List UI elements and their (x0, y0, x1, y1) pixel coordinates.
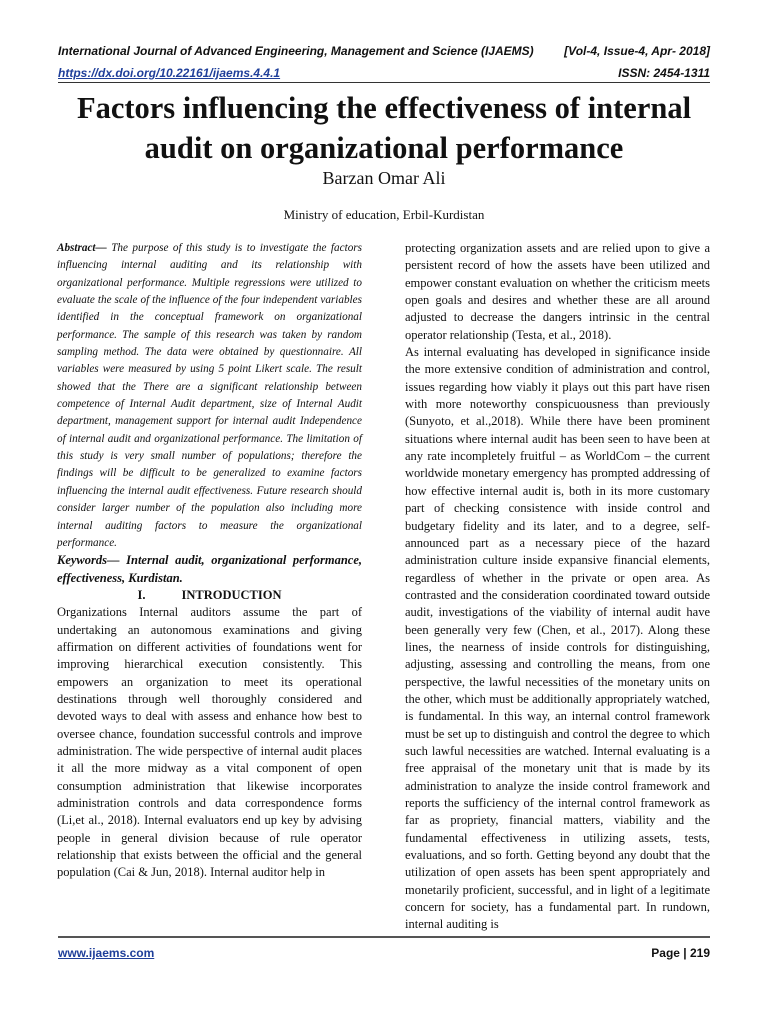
intro-paragraph: Organizations Internal auditors assume the part of undertaking an autonomous examinations and giving affirmation on different activities of foundations went for improving hierarchical execution consistently. This empowers an organization to meet its operational destinations through well thoroughly considered and devoted ways to deal with assess and enhance how best to oversee chance, foundation successful controls and improve administration. The wide perspective of internal audit places it all the more midway as a vital component of open consumption administration that likewise incorporates administration controls and data correspondence forms (Li,et al., 2018). Internal evaluators end up key by advising people in general division because of rule operator relationship that exists between the official and the general population (Cai & Jun, 2018). Internal auditor help in (57, 605, 362, 880)
paper-title: Factors influencing the effectiveness of internal audit on organizational performance (76, 91, 692, 165)
volume-issue: [Vol-4, Issue-4, Apr- 2018] (564, 44, 710, 58)
body-paragraph-2: As internal evaluating has developed in significance inside the more extensive condition of administration and control, issues regarding how viably it plays out this part have risen with more noteworthy conspicuousness than previously (Sunyoto, et al.,2018). While there have been prominent situations where internal audit has been seen to have been at any rate incompletely fruitful – as WorldCom – the current worldwide monetary emergency has prompted addressing of how effective internal audit is, both in its more customary part of checking consistence with inside control and budgetary fidelity and its later, and to a degree, self-announced part as a necessary piece of the hazard administration culture inside expansive financial elements, regardless of whether in the private or open area. As contrasted and the consideration coordinated toward outside audit, investigations of the viability of internal audit have been generally very few (Chen, et al., 2017). Along these lines, the nearness of inside controls for distinguishing, adjusting, assessing and controlling the means, from one perspective, the lawful necessities of the monetary units on the other, which must be additionally appropriately watched, is fundamental. In this way, an internal control framework must be set up to distinguish and control the degree to which such lawful necessities are watched. Internal evaluating is a free appraisal of the monetary unit that is made by its administration to analyze the inside control framework and reports the sufficiency of the internal control framework as far as propriety, financial matters, viability and the fundamental effectiveness in utilizing assets, tests, evaluations, and so forth. Getting beyond any doubt that the utilization of open assets has been spent appropriately and monetarily proficient, successful, and in light of a legitimate concern for society, has a fundamental part. In rundown, internal auditing is (405, 345, 710, 932)
keywords: Keywords— Internal audit, organizational performance, effectiveness, Kurdistan. (57, 553, 362, 585)
abstract-label: Abstract— (57, 242, 107, 254)
section-number: I. (137, 587, 146, 602)
journal-name: International Journal of Advanced Engineering, Management and Science (IJAEMS) (58, 44, 534, 58)
page-number: Page | 219 (651, 946, 710, 960)
abstract-text: The purpose of this study is to investigate the factors influencing internal auditing and its relationship with organizational performance. Multiple regressions were utilized to evaluate the scale of the influence of the four independent variables identified in the conceptual framework on organizational performance. The sample of this research was taken by random sampling method. The data were obtained by questionnaire. All variables were measured by using 5 point Likert scale. The result showed that the There are a significant relationship between competence of Internal Audit department, size of Internal Audit department, management support for internal audit Independence of internal audit and organizational performance. The limitation of this study is very small number of populations; therefore the findings will be difficult to be generalized to examine factors influencing the internal audit effectiveness. Future research should consider larger number of the population also including more internal auditing factors to measure the organizational performance. (57, 242, 362, 549)
left-column (57, 240, 362, 882)
section-heading (57, 587, 362, 604)
body-paragraph-1: protecting organization assets and are relied upon to give a persistent record of how the assets have been utilized and empower constant evaluation on whether the criticism meets open goals and desires and whether these are all around adjusted to decrease the dangers intrinsic in the central operator relationship (Testa, et al., 2018). (405, 241, 710, 342)
right-column (405, 240, 710, 934)
header-divider (58, 82, 710, 83)
author-name: Barzan Omar Ali (322, 168, 446, 188)
abstract (57, 240, 362, 552)
section-title: INTRODUCTION (181, 587, 282, 602)
footer-divider (58, 936, 710, 938)
issn: ISSN: 2454-1311 (618, 66, 710, 80)
affiliation: Ministry of education, Erbil-Kurdistan (283, 207, 485, 222)
doi-link[interactable]: https://dx.doi.org/10.22161/ijaems.4.4.1 (58, 66, 281, 80)
website-link[interactable]: www.ijaems.com (58, 946, 155, 960)
